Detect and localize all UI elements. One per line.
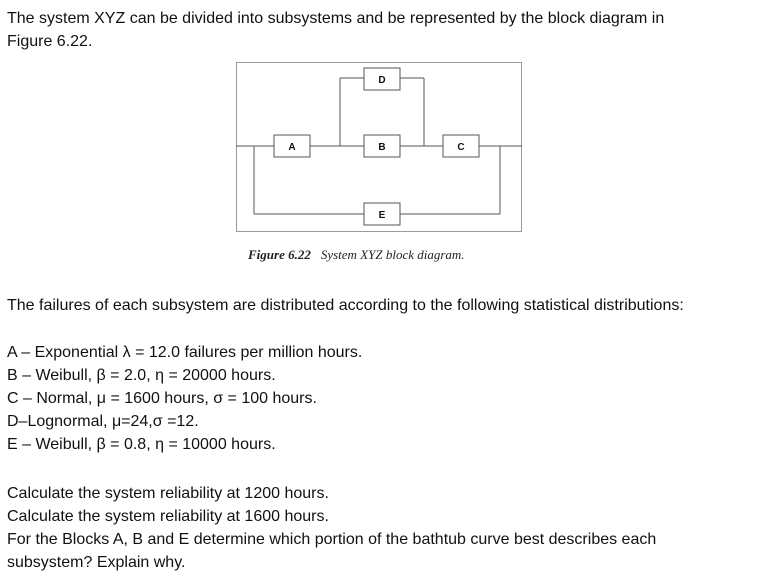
distribution-item: E – Weibull, β = 0.8, η = 10000 hours. xyxy=(7,436,276,453)
block-b-label: B xyxy=(378,142,386,153)
question-line: subsystem? Explain why. xyxy=(7,554,186,571)
intro-line-2: Figure 6.22. xyxy=(7,33,93,50)
figure-caption-text: System XYZ block diagram. xyxy=(320,247,465,262)
block-a-label: A xyxy=(288,142,296,153)
distribution-item: C – Normal, μ = 1600 hours, σ = 100 hours. xyxy=(7,390,317,407)
intro-paragraph xyxy=(7,7,664,53)
distribution-item: B – Weibull, β = 2.0, η = 20000 hours. xyxy=(7,367,276,384)
intro-line-1: The system XYZ can be divided into subsystems and be represented by the block diagram in xyxy=(7,10,665,27)
question-line: Calculate the system reliability at 1600 hours. xyxy=(7,508,329,525)
block-e-label: E xyxy=(378,210,386,221)
question-line: Calculate the system reliability at 1200 hours. xyxy=(7,485,329,502)
distributions-list xyxy=(7,341,362,456)
distribution-item: D–Lognormal, μ=24,σ =12. xyxy=(7,413,199,430)
questions xyxy=(7,482,656,574)
distributions-intro: The failures of each subsystem are distributed according to the following statistical distributions: xyxy=(7,297,684,314)
block-c-label: C xyxy=(457,142,465,153)
figure-caption xyxy=(248,247,465,263)
question-line: For the Blocks A, B and E determine which portion of the bathtub curve best describes each xyxy=(7,531,657,548)
block-d-label: D xyxy=(378,75,386,86)
distribution-item: A – Exponential λ = 12.0 failures per million hours. xyxy=(7,344,363,361)
block-diagram xyxy=(236,62,522,232)
figure-caption-number: Figure 6.22 xyxy=(248,247,311,262)
